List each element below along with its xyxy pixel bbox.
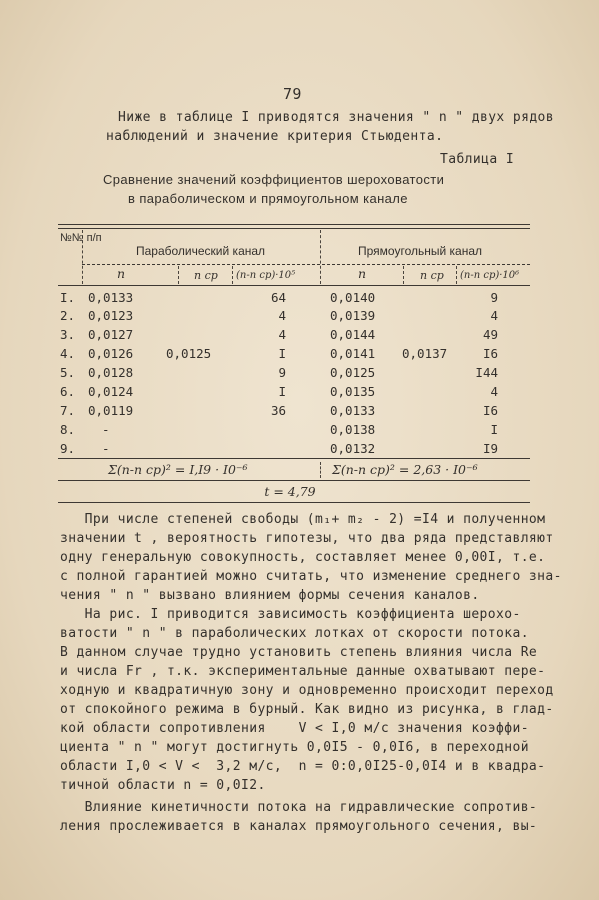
n-right: 0,0144 — [330, 327, 376, 342]
body-line-14: области I,0 < V < 3,2 м/с, n = 0:0,0I25-0,0I4 и в квадра- — [60, 759, 546, 774]
header-parabolic: Параболический канал — [136, 244, 266, 258]
col-divider-right-2 — [456, 266, 457, 284]
header-dev-left: (n-n cp)·10⁵ — [236, 270, 296, 281]
table-header-rule — [58, 285, 530, 286]
header-row-number: №№ п/п — [60, 232, 102, 244]
dev-right: 4 — [490, 308, 498, 323]
body-line-8: В данном случае трудно установить степень влияния числа Re — [60, 645, 538, 660]
dev-right: I6 — [482, 403, 498, 418]
header-dev-right: (n-n cp)·10⁶ — [460, 270, 520, 281]
dev-left: 36 — [270, 403, 286, 418]
header-ncp-left: n cp — [194, 269, 218, 282]
t-statistic: t = 4,79 — [264, 484, 316, 499]
table-title-line-2: в параболическом и прямоугольном канале — [128, 191, 408, 206]
dev-left: 9 — [278, 365, 286, 380]
table-bottom-rule — [58, 502, 530, 503]
body-line-2: значении t , вероятность гипотезы, что два ряда представляют — [60, 531, 554, 546]
n-left: 0,0126 — [88, 346, 134, 361]
body-line-11: от спокойного режима в бурный. Как видно из рисунка, в глад- — [60, 702, 554, 717]
table-t-rule — [58, 480, 530, 481]
intro-line-1: Ниже в таблице I приводятся значения " n " двух рядов — [118, 110, 555, 125]
body-line-1: При числе степеней свободы (m₁+ m₂ - 2) =I4 и полученном — [60, 512, 546, 527]
page-number: 79 — [283, 85, 302, 103]
body-line-3: одну генеральную совокупность, составляет менее 0,00I, т.е. — [60, 550, 546, 565]
n-left: 0,0124 — [88, 384, 134, 399]
row-number: 8. — [60, 422, 76, 437]
n-right: 0,0141 — [330, 346, 376, 361]
n-right: 0,0125 — [330, 365, 376, 380]
row-number: 4. — [60, 346, 76, 361]
dev-right: I — [490, 422, 498, 437]
body-line-7: ватости " n " в параболических лотках от скорости потока. — [60, 626, 529, 641]
col-divider-groups — [320, 230, 321, 284]
n-right: 0,0135 — [330, 384, 376, 399]
n-left: 0,0119 — [88, 403, 134, 418]
table-title-line-1: Сравнение значений коэффициентов шероховатости — [103, 172, 445, 187]
row-number: 9. — [60, 441, 76, 456]
dev-right: 49 — [482, 327, 498, 342]
table-group-rule — [82, 264, 530, 265]
header-rectangular: Прямоугольный канал — [358, 244, 483, 258]
row-number: 3. — [60, 327, 76, 342]
n-left: - — [102, 441, 110, 456]
header-n-right: n — [358, 266, 367, 281]
body-line-16: Влияние кинетичности потока на гидравлические сопротив- — [60, 800, 538, 815]
row-number: I. — [60, 290, 76, 305]
body-line-13: циента " n " могут достигнуть 0,0I5 - 0,0I6, в переходной — [60, 740, 529, 755]
row-number: 7. — [60, 403, 76, 418]
dev-right: I6 — [482, 346, 498, 361]
n-right: 0,0138 — [330, 422, 376, 437]
n-right: 0,0139 — [330, 308, 376, 323]
row-number: 5. — [60, 365, 76, 380]
row-number: 2. — [60, 308, 76, 323]
body-line-9: и числа Fr , т.к. экспериментальные данные охватывают пере- — [60, 664, 546, 679]
dev-right: I9 — [482, 441, 498, 456]
n-right: 0,0133 — [330, 403, 376, 418]
dev-left: I — [278, 384, 286, 399]
sum-right: Σ(n-n cp)² = 2,63 · I0⁻⁶ — [332, 462, 478, 477]
col-divider-left-1 — [178, 266, 179, 284]
ncp-right: 0,0137 — [402, 346, 448, 361]
n-left: 0,0127 — [88, 327, 134, 342]
body-line-5: чения " n " вызвано влиянием формы сечения каналов. — [60, 588, 480, 603]
body-line-12: кой области сопротивления V < I,0 м/с значения коэффи- — [60, 721, 529, 736]
dev-left: I — [278, 346, 286, 361]
col-divider-right-1 — [403, 266, 404, 284]
sum-left: Σ(n-n cp)² = I,I9 · I0⁻⁶ — [108, 462, 248, 477]
header-n-left: n — [117, 266, 126, 281]
body-line-6: На рис. I приводится зависимость коэффициента шерохо- — [60, 607, 521, 622]
intro-line-2: наблюдений и значение критерия Стьюдента. — [106, 129, 444, 144]
n-left: 0,0128 — [88, 365, 134, 380]
table-label: Таблица I — [440, 152, 515, 167]
dev-left: 4 — [278, 327, 286, 342]
n-right: 0,0132 — [330, 441, 376, 456]
body-line-10: ходную и квадратичную зону и одновременно происходит переход — [60, 683, 554, 698]
dev-right: 9 — [490, 290, 498, 305]
header-ncp-right: n cp — [420, 269, 444, 282]
table-top-rule-2 — [58, 228, 530, 229]
n-left: - — [102, 422, 110, 437]
body-line-4: с полной гарантией можно считать, что изменение среднего зна- — [60, 569, 562, 584]
dev-left: 64 — [270, 290, 286, 305]
dev-right: 4 — [490, 384, 498, 399]
n-right: 0,0140 — [330, 290, 376, 305]
n-left: 0,0133 — [88, 290, 134, 305]
col-divider-left-2 — [232, 266, 233, 284]
n-left: 0,0123 — [88, 308, 134, 323]
ncp-left: 0,0125 — [166, 346, 212, 361]
table-top-rule — [58, 224, 530, 225]
table-sum-rule — [58, 458, 530, 459]
col-divider-sums — [320, 462, 321, 478]
body-line-17: ления прослеживается в каналах прямоугольного сечения, вы- — [60, 819, 538, 834]
row-number: 6. — [60, 384, 76, 399]
dev-right: I44 — [475, 365, 498, 380]
body-line-15: тичной области n = 0,0I2. — [60, 778, 266, 793]
dev-left: 4 — [278, 308, 286, 323]
